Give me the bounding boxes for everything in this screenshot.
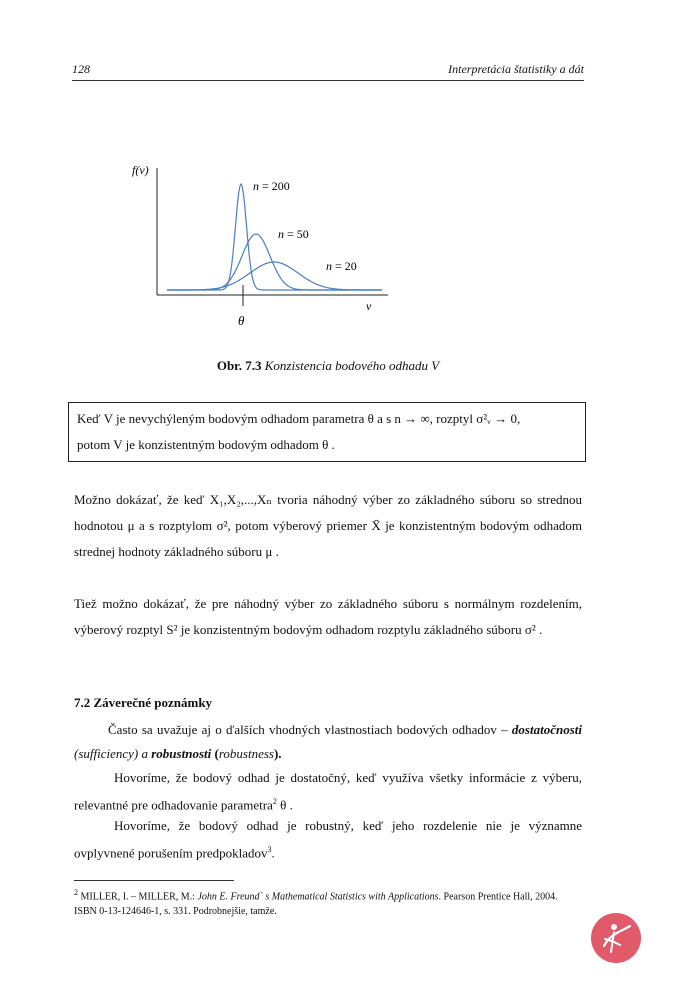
definition-line-1: Keď V je nevychýleným bodovým odhadom parametra θ a s n → ∞, rozptyl σ²ᵥ → 0, [77,411,521,426]
figure-logo-icon [590,912,642,964]
density-figure [120,150,420,340]
p4-text: Hovoríme, že bodový odhad je dostatočný, keď využíva všetky informácie z výberu, relevantné pre odhadovanie parametra [74,770,582,813]
p3-text-a: Často sa uvažuje aj o ďalších vhodných vlastnostiach bodových odhadov – [108,722,512,737]
p3-term-robustness: robustnosti [151,746,212,761]
footnote-publisher: . Pearson Prentice Hall, 2004. ISBN 0-13-124646-1, s. 331. Podrobnejšie, tamže. [74,891,558,918]
footnote-number: 2 [74,888,78,897]
definition-box [68,402,586,462]
footnote-separator [74,880,234,881]
paragraph-5 [74,814,582,865]
p4-tail: θ . [276,797,293,813]
p3-text-f: robustness [218,746,274,761]
footnote [74,885,582,919]
curve-n-200 [167,184,382,290]
footnote-authors: MILLER, I. – MILLER, M.: [78,891,198,903]
footnote-ref-2: 2 [272,797,277,806]
definition-line-2: potom V je konzistentným bodovým odhadom θ . [77,437,335,452]
y-axis-label: f(v) [132,163,149,177]
footnote-ref-3: 3 [267,845,272,854]
figure-caption [72,358,584,374]
paragraph-3 [74,718,582,766]
paragraph-1: Možno dokázať, že keď X₁,X₂,...,Xₙ tvoria náhodný výber zo základného súboru so strednou hodnotou μ a s rozptylom σ², potom výberový priemer X̄ je konzistentným bodovým odhadom strednej hodnoty základného súboru μ . [74,492,582,559]
p5-text: Hovoríme, že bodový odhad je robustný, keď jeho rozdelenie nie je významne ovplyvnené porušením predpokladov [74,818,582,861]
paragraph-2: Tiež možno dokázať, že pre náhodný výber zo základného súboru s normálnym rozdelením, výberový rozptyl S² je konzistentným bodovým odhadom rozptylu základného súboru σ² . [74,596,582,637]
page-header [72,60,584,81]
label-n-50: n = 50 [278,227,309,241]
label-n-20: n = 20 [326,259,357,273]
footnote-title: John E. Freund` s Mathematical Statistics with Applications [197,891,439,903]
p3-text-g: ). [273,746,282,761]
section-heading: 7.2 Záverečné poznámky [74,695,213,710]
page-number: 128 [72,62,90,76]
running-title: Interpretácia štatistiky a dát [448,62,584,76]
p3-text-e: ( [211,746,219,761]
theta-label: θ [238,313,245,328]
p3-term-sufficiency: dostatočnosti [511,722,582,737]
paragraph-4 [74,766,582,817]
label-n-200: n = 200 [253,179,290,193]
p5-tail: . [271,845,275,861]
p3-text-c: (sufficiency) a [74,746,152,761]
caption-text: Konzistencia bodového odhadu V [261,358,440,373]
x-axis-label: v [366,299,372,313]
caption-label: Obr. 7.3 [216,358,262,373]
